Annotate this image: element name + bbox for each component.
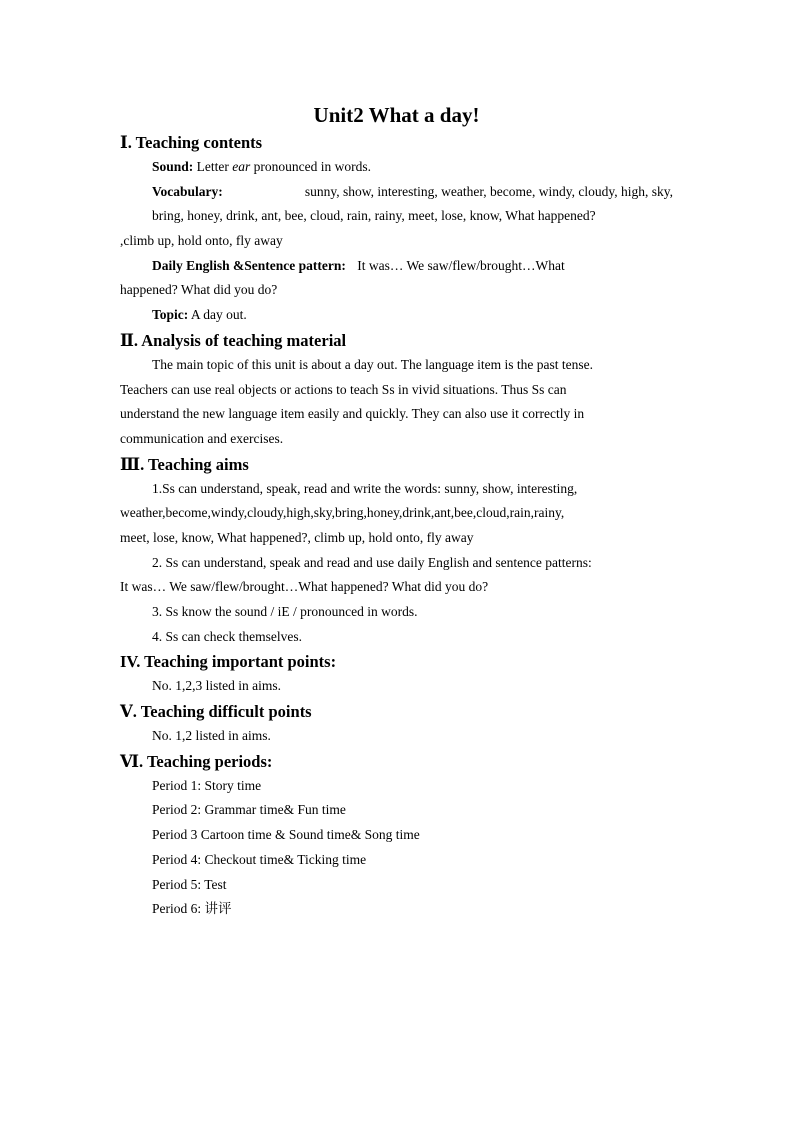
section-title: Teaching contents bbox=[135, 133, 263, 152]
aim3-line bbox=[120, 600, 673, 625]
vocab-line-1 bbox=[120, 180, 673, 205]
section-number: Ⅵ. bbox=[120, 751, 144, 771]
section-heading-important-points bbox=[120, 649, 673, 674]
aim2-line-2 bbox=[120, 575, 673, 600]
topic-label: Topic: bbox=[152, 307, 189, 323]
aim1-line-1 bbox=[120, 477, 673, 502]
daily-line-1 bbox=[120, 254, 673, 279]
important-points-line bbox=[120, 674, 673, 699]
analysis-line-2 bbox=[120, 378, 673, 403]
important-points-text: No. 1,2,3 listed in aims. bbox=[152, 678, 281, 694]
section-title: Analysis of teaching material bbox=[141, 330, 347, 350]
aim1-line-2 bbox=[120, 501, 673, 526]
analysis-text-3: understand the new language item easily and quickly. They can also use it correctly in bbox=[120, 406, 585, 422]
section-number: Ⅱ. bbox=[120, 330, 139, 350]
sound-post: pronounced in words. bbox=[253, 159, 371, 174]
period-item bbox=[120, 798, 673, 823]
period-text: Period 1: Story time bbox=[152, 777, 262, 793]
period-item bbox=[120, 823, 673, 848]
aim1-text-3: meet, lose, know, What happened?, climb up, hold onto, fly away bbox=[120, 529, 474, 545]
section-title: Teaching difficult points bbox=[140, 702, 312, 722]
aim4-line bbox=[120, 625, 673, 650]
document-title: Unit2 What a day! bbox=[313, 103, 480, 127]
topic-line bbox=[120, 303, 673, 328]
period-text: Period 4: Checkout time& Ticking time bbox=[152, 851, 367, 867]
vocab-text-3: ,climb up, hold onto, fly away bbox=[120, 233, 283, 249]
vocab-line-2 bbox=[120, 204, 673, 229]
period-item bbox=[120, 873, 673, 898]
aim4-text: 4. Ss can check themselves. bbox=[152, 628, 302, 644]
vocab-label: Vocabulary: bbox=[152, 183, 223, 199]
aim2-line-1 bbox=[120, 551, 673, 576]
document-page bbox=[120, 100, 673, 922]
section-number: Ⅲ. bbox=[120, 454, 145, 474]
aim2-text-2: It was… We saw/flew/brought…What happened? What did you do? bbox=[120, 579, 489, 595]
period-item bbox=[120, 774, 673, 799]
sound-label: Sound: bbox=[152, 159, 194, 174]
analysis-text-1: The main topic of this unit is about a day out. The language item is the past tense. bbox=[152, 356, 594, 372]
analysis-line-3 bbox=[120, 402, 673, 427]
daily-text-1: It was… We saw/flew/brought…What bbox=[357, 257, 565, 273]
analysis-line-4 bbox=[120, 427, 673, 452]
sound-pre: Letter bbox=[196, 159, 229, 174]
aim1-line-3 bbox=[120, 526, 673, 551]
analysis-text-4: communication and exercises. bbox=[120, 430, 284, 446]
topic-text: A day out. bbox=[190, 307, 247, 323]
section-heading-analysis bbox=[120, 328, 673, 353]
section-title: Teaching periods: bbox=[146, 751, 273, 771]
sound-em: ear bbox=[232, 159, 251, 174]
aim1-text-1: 1.Ss can understand, speak, read and write the words: sunny, show, interesting, bbox=[152, 480, 578, 496]
daily-text-2: happened? What did you do? bbox=[120, 282, 278, 298]
aim2-text-1: 2. Ss can understand, speak and read and use daily English and sentence patterns: bbox=[152, 554, 592, 570]
vocab-text-2: bring, honey, drink, ant, bee, cloud, rain, rainy, meet, lose, know, What happened? bbox=[152, 208, 596, 224]
vocab-text-1: sunny, show, interesting, weather, become, windy, cloudy, high, sky, bbox=[304, 183, 673, 199]
analysis-line-1 bbox=[120, 353, 673, 378]
period-text: Period 5: Test bbox=[152, 876, 227, 892]
difficult-points-line bbox=[120, 724, 673, 749]
difficult-points-text: No. 1,2 listed in aims. bbox=[152, 728, 271, 744]
section-title: Teaching aims bbox=[148, 454, 249, 474]
period-item bbox=[120, 848, 673, 873]
period-text: Period 2: Grammar time& Fun time bbox=[152, 802, 346, 818]
period-text: Period 3 Cartoon time & Sound time& Song time bbox=[152, 827, 420, 843]
section-heading-difficult-points bbox=[120, 699, 673, 724]
vocab-line-3 bbox=[120, 229, 673, 254]
period-text: Period 6: 讲评 bbox=[152, 901, 232, 917]
sound-line bbox=[120, 155, 673, 180]
daily-label: Daily English &Sentence pattern: bbox=[152, 257, 346, 273]
aim1-text-2: weather,become,windy,cloudy,high,sky,bring,honey,drink,ant,bee,cloud,rain,rainy, bbox=[120, 505, 565, 521]
section-number: IV. bbox=[120, 652, 141, 672]
aim3-text: 3. Ss know the sound / iE / pronounced in words. bbox=[152, 604, 418, 619]
period-item bbox=[120, 897, 673, 922]
section-number: Ⅰ. bbox=[120, 133, 132, 152]
vocab-line-1-content bbox=[152, 180, 673, 205]
section-heading-teaching-contents bbox=[120, 130, 673, 155]
section-heading-teaching-periods bbox=[120, 749, 673, 774]
section-heading-teaching-aims bbox=[120, 452, 673, 477]
daily-line-2 bbox=[120, 278, 673, 303]
analysis-text-2: Teachers can use real objects or actions to teach Ss in vivid situations. Thus Ss can bbox=[120, 381, 567, 397]
section-title: Teaching important points: bbox=[144, 652, 337, 672]
section-number: Ⅴ. bbox=[120, 702, 137, 722]
